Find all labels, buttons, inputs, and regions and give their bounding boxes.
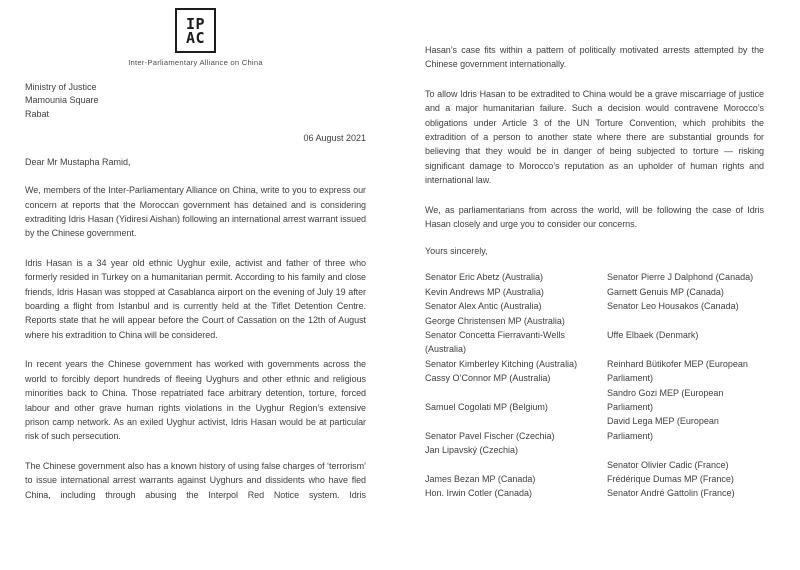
signatory-line: Frédérique Dumas MP (France) (607, 473, 734, 484)
logo-caption: Inter-Parliamentary Alliance on China (128, 58, 263, 67)
signatory-line: Senator Leo Housakos (Canada) (607, 301, 739, 312)
salutation: Dear Mr Mustapha Ramid, (25, 157, 131, 168)
signatory-line (425, 458, 607, 472)
closing: Yours sincerely, (425, 246, 488, 257)
signatories-column-left (425, 270, 607, 500)
signatory-line: Samuel Cogolati MP (Belgium) (425, 401, 548, 412)
ipac-logo-icon (175, 8, 216, 53)
signatory-line: David Lega MEP (European (607, 416, 719, 427)
letter-page-1 (25, 8, 366, 517)
body-paragraph: The Chinese government also has a known history of using false charges of ‘terrorism’ to issue international arrest warrants against Uyghurs and dissidents who have fled China, including through abusing the Interpol Red Notice system. Idris (25, 460, 366, 500)
recipient-line: Ministry of Justice (25, 82, 97, 92)
signatory-line: Senator André Gattolin (France) (607, 488, 735, 499)
signatories-list (425, 270, 764, 500)
signatory-line: Parliament) (607, 430, 654, 441)
body-paragraph: We, as parliamentarians from across the world, will be following the case of Idris Hasan closely and urge you to consider our concerns. (425, 204, 764, 230)
signatory-line: Uffe Elbaek (Denmark) (607, 330, 699, 341)
signatory-line: Parliament) (607, 373, 654, 384)
signatory-line: Senator Eric Abetz (Australia) (425, 272, 544, 283)
recipient-line: Rabat (25, 108, 50, 119)
signatory-line: Garnett Genuis MP (Canada) (607, 286, 724, 297)
signatory-line (607, 314, 764, 328)
signatory-line: Parliament) (607, 401, 654, 412)
letter-date: 06 August 2021 (303, 133, 366, 144)
signatory-line: Kevin Andrews MP (Australia) (425, 286, 544, 297)
signatory-line: Cassy O’Connor MP (Australia) (425, 373, 551, 384)
signatory-line: Senator Kimberley Kitching (Australia) (425, 358, 578, 369)
signatory-line: Reinhard Bütikofer MEP (European (607, 358, 748, 369)
recipient-line: Mamounia Square (25, 95, 99, 106)
ipac-monogram-bottom: AC (185, 28, 206, 47)
signatory-line (425, 386, 607, 400)
letterhead (25, 8, 366, 67)
signatory-line: Senator Olivier Cadic (France) (607, 459, 729, 470)
signatory-line (425, 414, 607, 428)
body-paragraph: Hasan’s case fits within a pattern of politically motivated arrests attempted by the Chinese government internationally. (425, 45, 764, 70)
signatory-line: Jan Lipavský (Czechia) (425, 445, 519, 456)
letter-page-2 (425, 43, 764, 501)
signatory-line: Senator Pierre J Dalphond (Canada) (607, 272, 754, 283)
signatory-line: (Australia) (425, 344, 467, 355)
signatories-column-right (607, 270, 764, 500)
signatory-line: Sandro Gozi MEP (European (607, 387, 724, 398)
signatory-line: George Christensen MP (Australia) (425, 315, 565, 326)
body-paragraph: Idris Hasan is a 34 year old ethnic Uyghur exile, activist and father of three who formerly resided in Turkey on a humanitarian permit. According to his family and close friends, Idris Hasan was stopped at Casablanca airport on the evening of July 19 after boarding a flight from Istanbul and is currently held at the Tiflet Detention Centre. Reports state that he will appear before the Court of Cassation on the 12th of August where his extradition to China will be considered. (25, 257, 366, 340)
signatory-line: Senator Pavel Fischer (Czechia) (425, 430, 555, 441)
ipac-monogram-top: IP (185, 14, 206, 33)
signatory-line (607, 443, 764, 457)
body-paragraph: To allow Idris Hasan to be extradited to China would be a grave miscarriage of justice and a major humanitarian failure. Such a decision would contravene Morocco’s obligations under Article 3 of the UN Torture Convention, which prohibits the extradition of a person to another state where there are substantial grounds for believing that they would be in danger of being subjected to torture — risking significant damage to Morocco’s reputation as an upholder of human rights and international law. (425, 88, 764, 186)
body-paragraph: We, members of the Inter-Parliamentary Alliance on China, write to you to express our concern at reports that the Moroccan government has detained and is considering extraditing Idris Hasan (Yidiresi Aishan) following an international arrest warrant issued by the Chinese government. (25, 185, 366, 239)
signatory-line: Senator Concetta Fierravanti-Wells (425, 330, 565, 341)
signatory-line: Senator Alex Antic (Australia) (425, 301, 542, 312)
signatory-line: Hon. Irwin Cotler (Canada) (425, 488, 533, 499)
recipient-address (25, 81, 366, 121)
signatory-line (607, 342, 764, 356)
signatory-line: James Bezan MP (Canada) (425, 473, 536, 484)
body-paragraph: In recent years the Chinese government has worked with governments across the world to forcibly deport hundreds of fleeing Uyghurs and other ethnic and religious minorities back to China. Those repatriated face arbitrary detention, torture, forced labour and other grave human rights violations in the Uyghur Region’s extensive prison camp network. As an exiled Uyghur activist, Idris Hasan would be at particular risk of such persecution. (25, 359, 366, 442)
